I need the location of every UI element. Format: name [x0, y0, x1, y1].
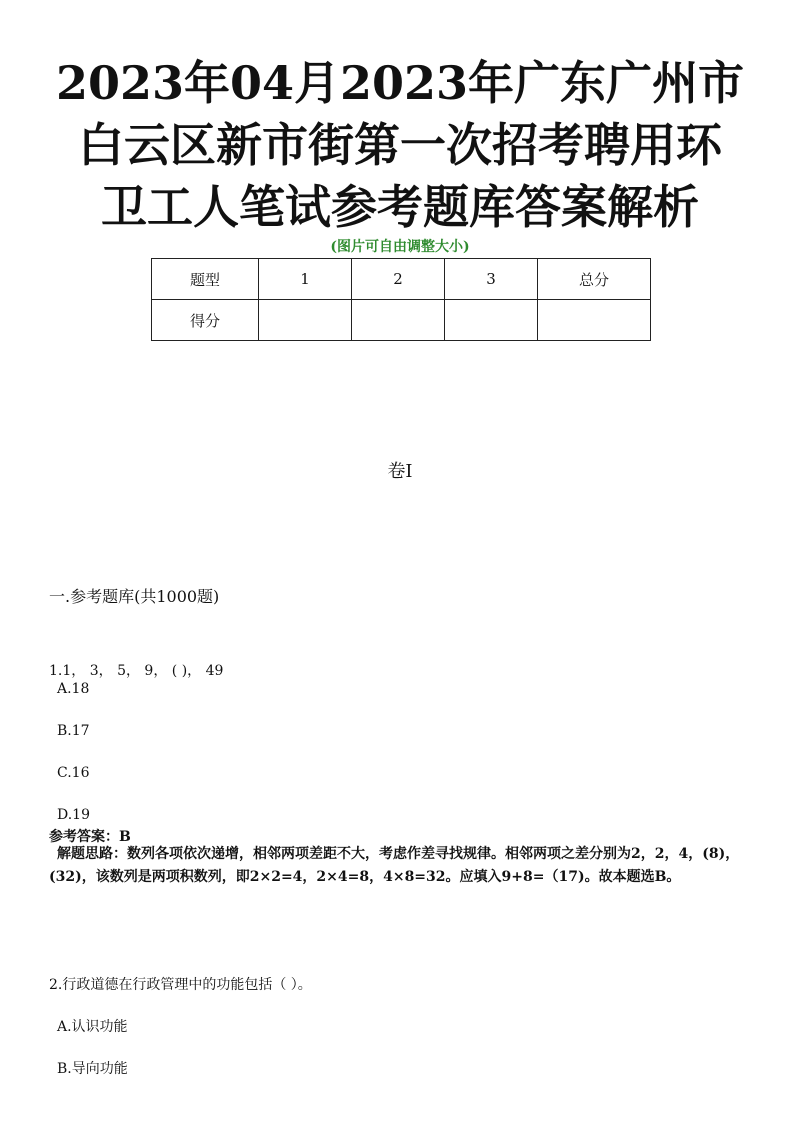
question-1-option-c: C.16 — [57, 765, 90, 781]
document-title — [40, 52, 760, 238]
score-cell-3[interactable] — [445, 300, 538, 341]
score-table-header-row — [152, 259, 651, 300]
question-1-stem: 1.1， 3， 5， 9， ( )， 49 — [49, 663, 224, 679]
question-1-option-d: D.19 — [57, 807, 90, 823]
header-cell-2: 2 — [352, 259, 445, 300]
question-2-stem: 2.行政道德在行政管理中的功能包括（ ）。 — [49, 977, 312, 993]
header-cell-1: 1 — [259, 259, 352, 300]
volume-label: 卷I — [387, 461, 413, 482]
title-line-1: 2023年04月2023年广东广州市 — [55, 56, 745, 110]
header-cell-type: 题型 — [152, 259, 259, 300]
score-cell-2[interactable] — [352, 300, 445, 341]
score-cell-1[interactable] — [259, 300, 352, 341]
question-1-answer: 参考答案：B — [49, 829, 131, 845]
question-2-option-b: B.导向功能 — [57, 1061, 128, 1077]
title-line-3: 卫工人笔试参考题库答案解析 — [101, 180, 699, 234]
section-title: 一.参考题库(共1000题) — [49, 587, 220, 606]
score-cell-total[interactable] — [538, 300, 651, 341]
header-cell-total: 总分 — [538, 259, 651, 300]
question-1-option-b: B.17 — [57, 723, 90, 739]
score-table — [151, 258, 651, 341]
row-label-score: 得分 — [152, 300, 259, 341]
title-line-2: 白云区新市街第一次招考聘用环 — [78, 118, 722, 172]
question-1-option-a: A.18 — [57, 681, 90, 697]
header-cell-3: 3 — [445, 259, 538, 300]
score-table-score-row — [152, 300, 651, 341]
question-1-explanation: 解题思路：数列各项依次递增，相邻两项差距不大，考虑作差寻找规律。相邻两项之差分别为2，2，4，(8)，(32)，该数列是两项积数列，即2×2=4，2×4=8，4×8=32。应填入9+8=（17)。故本题选B。 — [49, 846, 740, 885]
question-2-option-a: A.认识功能 — [57, 1019, 128, 1035]
resize-hint: (图片可自由调整大小) — [330, 239, 470, 255]
